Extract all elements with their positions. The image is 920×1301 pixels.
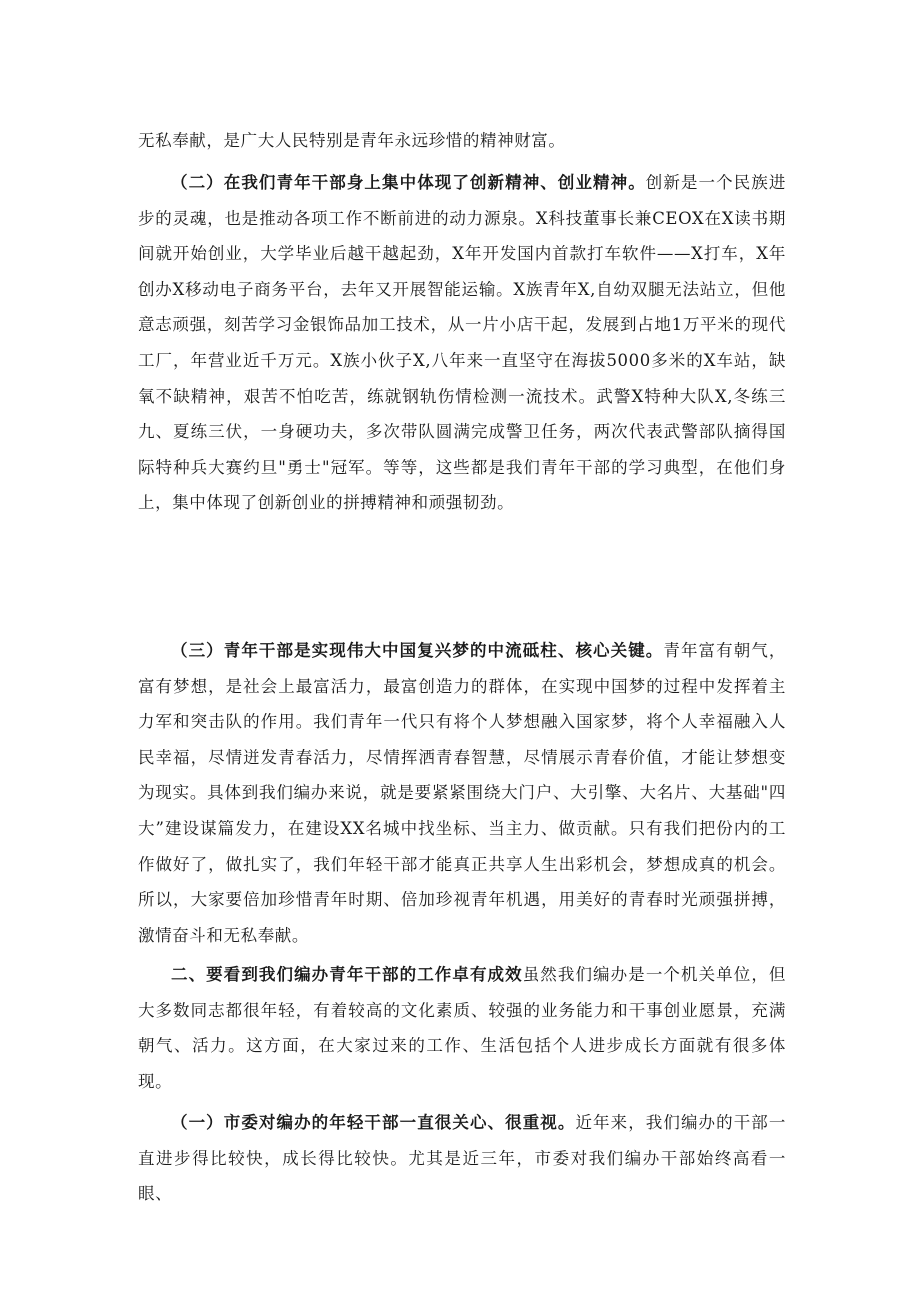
section-heading: 二、要看到我们编办青年干部的工作卓有成效 (171, 965, 523, 984)
paragraph-municipal-care (138, 1105, 786, 1212)
paragraph-china-dream (138, 633, 786, 953)
paragraph-body: 虽然我们编办是一个机关单位，但大多数同志都很年轻，有着较高的文化素质、较强的业务能力和干事创业愿景，充满朝气、活力。这方面，在大家过来的工作、生活包括个人进步成长方面就有很多体现。 (138, 965, 787, 1091)
paragraph-body: 无私奉献，是广大人民特别是青年永远珍惜的精神财富。 (138, 131, 566, 150)
paragraph-body: 青年富有朝气，富有梦想，是社会上最富活力，最富创造力的群体，在实现中国梦的过程中发挥着主力军和突击队的作用。我们青年一代只有将个人梦想融入国家梦，将个人幸福融入人民幸福，尽情迸发青春活力，尽情挥洒青春智慧，尽情展示青春价值，才能让梦想变为现实。具体到我们编办来说，就是要紧紧围绕大门户、大引擎、大名片、大基础"四大”建设谋篇发力，在建设XX名城中找坐标、当主力、做贡献。只有我们把份内的工作做好了，做扎实了，我们年轻干部才能真正共享人生出彩机会，梦想成真的机会。所以，大家要倍加珍惜青年时期、倍加珍视青年机遇，用美好的青春时光顽强拼搏，激情奋斗和无私奉献。 (138, 641, 786, 945)
paragraph-innovation-spirit (138, 165, 786, 521)
paragraph-heading: （一）市委对编办的年轻干部一直很关心、很重视。 (171, 1113, 576, 1132)
paragraph-heading: （二）在我们青年干部身上集中体现了创新精神、创业精神。 (171, 173, 646, 192)
paragraph-body: 近年来，我们编办的干部一直进步得比较快，成长得比较快。尤其是近三年，市委对我们编办干部始终高看一眼、 (138, 1113, 786, 1204)
paragraph-body: 创新是一个民族进步的灵魂，也是推动各项工作不断前进的动力源泉。X科技董事长兼CEOX在X读书期间就开始创业，大学毕业后越干越起劲，X年开发国内首款打车软件——X打车，X年创办X移动电子商务平台，去年又开展智能运输。X族青年X,自幼双腿无法站立，但他意志顽强，刻苦学习金银饰品加工技术，从一片小店干起，发展到占地1万平米的现代工厂，年营业近千万元。X族小伙子X,八年来一直坚守在海拔5000多米的X车站，缺氧不缺精神，艰苦不怕吃苦，练就钢轨伤情检测一流技术。武警X特种大队X,冬练三九、夏练三伏，一身硬功夫，多次带队圆满完成警卫任务，两次代表武警部队摘得国际特种兵大赛约旦"勇士"冠军。等等，这些都是我们青年干部的学习典型，在他们身上，集中体现了创新创业的拼搏精神和顽强韧劲。 (138, 173, 786, 513)
paragraph-continuation (138, 123, 786, 159)
paragraph-heading: （三）青年干部是实现伟大中国复兴梦的中流砥柱、核心关键。 (171, 641, 664, 660)
paragraph-section-two (138, 957, 786, 1099)
